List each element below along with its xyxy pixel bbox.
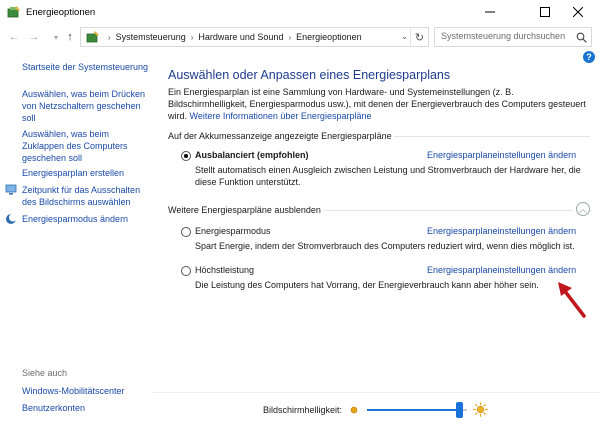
- breadcrumb-separator-icon[interactable]: ›: [288, 32, 292, 42]
- plan-name-balanced[interactable]: Ausbalanciert (empfohlen): [195, 150, 309, 160]
- maximize-icon: [540, 7, 550, 17]
- plan-name-power-saver[interactable]: Energiesparmodus: [195, 226, 271, 236]
- breadcrumb-item[interactable]: Systemsteuerung: [115, 32, 186, 42]
- plan-radio-balanced[interactable]: [181, 151, 191, 161]
- more-info-link[interactable]: Weitere Informationen über Energiesparpläne: [189, 111, 372, 121]
- group-divider: [324, 210, 572, 211]
- search-icon[interactable]: [576, 32, 587, 43]
- minimize-button[interactable]: [468, 0, 512, 24]
- control-panel-icon: [86, 31, 100, 44]
- collapse-button[interactable]: [576, 202, 590, 216]
- search-input[interactable]: [441, 31, 569, 41]
- nav-link-create-plan[interactable]: Energiesparplan erstellen: [22, 168, 125, 178]
- up-button[interactable]: [62, 28, 78, 46]
- breadcrumb-item[interactable]: Energieoptionen: [296, 32, 362, 42]
- refresh-button[interactable]: [410, 28, 428, 46]
- main-content: [152, 50, 600, 428]
- plan-settings-link-power-saver[interactable]: Energiesparplaneinstellungen ändern: [427, 226, 577, 236]
- plan-description-balanced: Stellt automatisch einen Ausgleich zwischen Leistung und Stromverbrauch der Hardware her, die diese Funktion unterstützt.: [195, 165, 581, 187]
- left-navigation: [0, 50, 152, 428]
- nav-link-label: Zeitpunkt für das Ausschalten des Bildschirms auswählen: [22, 185, 141, 207]
- group-label-battery-meter: Auf der Akkumessanzeige angezeigte Energiesparpläne: [168, 131, 392, 141]
- dim-sun-icon: [349, 405, 359, 415]
- nav-link-power-buttons[interactable]: Auswählen, was beim Drücken von Netzschaltern geschehen soll: [22, 89, 146, 123]
- close-button[interactable]: [556, 0, 600, 24]
- brightness-slider-fill: [367, 409, 459, 411]
- bright-sun-icon: [473, 402, 488, 417]
- see-also-label: Siehe auch: [22, 368, 68, 378]
- power-options-icon: [7, 5, 21, 19]
- brightness-bar: [152, 392, 600, 428]
- nav-link-mobility-center[interactable]: Windows-Mobilitätscenter: [22, 386, 125, 396]
- description-text: Ein Energiesparplan ist eine Sammlung von Hardware- und Systemeinstellungen (z. B. Bildschirmhelligkeit, Energiesparmodus usw.), mit denen der Energieverbrauch des Computers gesteuert wird.: [168, 87, 586, 121]
- chevron-down-icon: ▾: [53, 32, 58, 42]
- plan-radio-high-performance[interactable]: [181, 266, 191, 276]
- forward-arrow-icon: →: [28, 31, 40, 43]
- title-bar: [0, 0, 600, 24]
- nav-link-sleep-mode[interactable]: [22, 213, 150, 225]
- monitor-icon: [5, 184, 17, 196]
- search-box[interactable]: [434, 27, 592, 47]
- group-label-hide-plans[interactable]: Weitere Energiesparpläne ausblenden: [168, 205, 321, 215]
- help-icon[interactable]: ?: [583, 51, 595, 63]
- plan-name-high-performance[interactable]: Höchstleistung: [195, 265, 255, 275]
- plan-settings-link-high-performance[interactable]: Energiesparplaneinstellungen ändern: [427, 265, 577, 275]
- brightness-slider[interactable]: [367, 409, 467, 411]
- nav-link-label: Energiesparmodus ändern: [22, 214, 129, 224]
- plan-description-high-performance: Die Leistung des Computers hat Vorrang, der Energieverbrauch kann aber höher sein.: [195, 280, 539, 290]
- address-row: [0, 24, 600, 50]
- back-button[interactable]: [6, 28, 22, 46]
- window-title: Energieoptionen: [26, 7, 96, 18]
- breadcrumb: [103, 32, 362, 42]
- group-divider: [394, 136, 590, 137]
- address-bar[interactable]: [80, 27, 429, 47]
- breadcrumb-separator-icon[interactable]: ›: [190, 32, 194, 42]
- nav-link-control-panel-home[interactable]: Startseite der Systemsteuerung: [22, 62, 149, 72]
- up-arrow-icon: ↑: [67, 31, 73, 43]
- close-icon: [573, 7, 583, 17]
- plan-description-power-saver: Spart Energie, indem der Stromverbrauch des Computers reduziert wird, wenn dies möglich ist.: [195, 241, 575, 251]
- back-arrow-icon: ←: [8, 31, 20, 43]
- nav-link-user-accounts[interactable]: Benutzerkonten: [22, 403, 86, 413]
- plan-settings-link-balanced[interactable]: Energiesparplaneinstellungen ändern: [427, 150, 577, 160]
- breadcrumb-separator-icon: ›: [108, 32, 111, 42]
- plan-radio-power-saver[interactable]: [181, 227, 191, 237]
- address-dropdown-icon[interactable]: ⌄: [401, 32, 408, 41]
- forward-button[interactable]: [26, 28, 42, 46]
- refresh-icon: ↻: [414, 31, 425, 44]
- chevron-up-icon: ︿: [579, 204, 587, 214]
- nav-link-lid-close[interactable]: Auswählen, was beim Zuklappen des Computers geschehen soll: [22, 129, 128, 163]
- brightness-label: Bildschirmhelligkeit:: [263, 405, 343, 415]
- moon-icon: [5, 213, 17, 225]
- nav-link-display-off[interactable]: [22, 184, 150, 208]
- minimize-icon: [485, 7, 495, 17]
- red-arrow-annotation-icon: [555, 280, 589, 320]
- brightness-slider-thumb[interactable]: [456, 402, 463, 418]
- page-title: Auswählen oder Anpassen eines Energiesparplans: [168, 68, 451, 82]
- page-description: [168, 86, 588, 122]
- breadcrumb-item[interactable]: Hardware und Sound: [198, 32, 284, 42]
